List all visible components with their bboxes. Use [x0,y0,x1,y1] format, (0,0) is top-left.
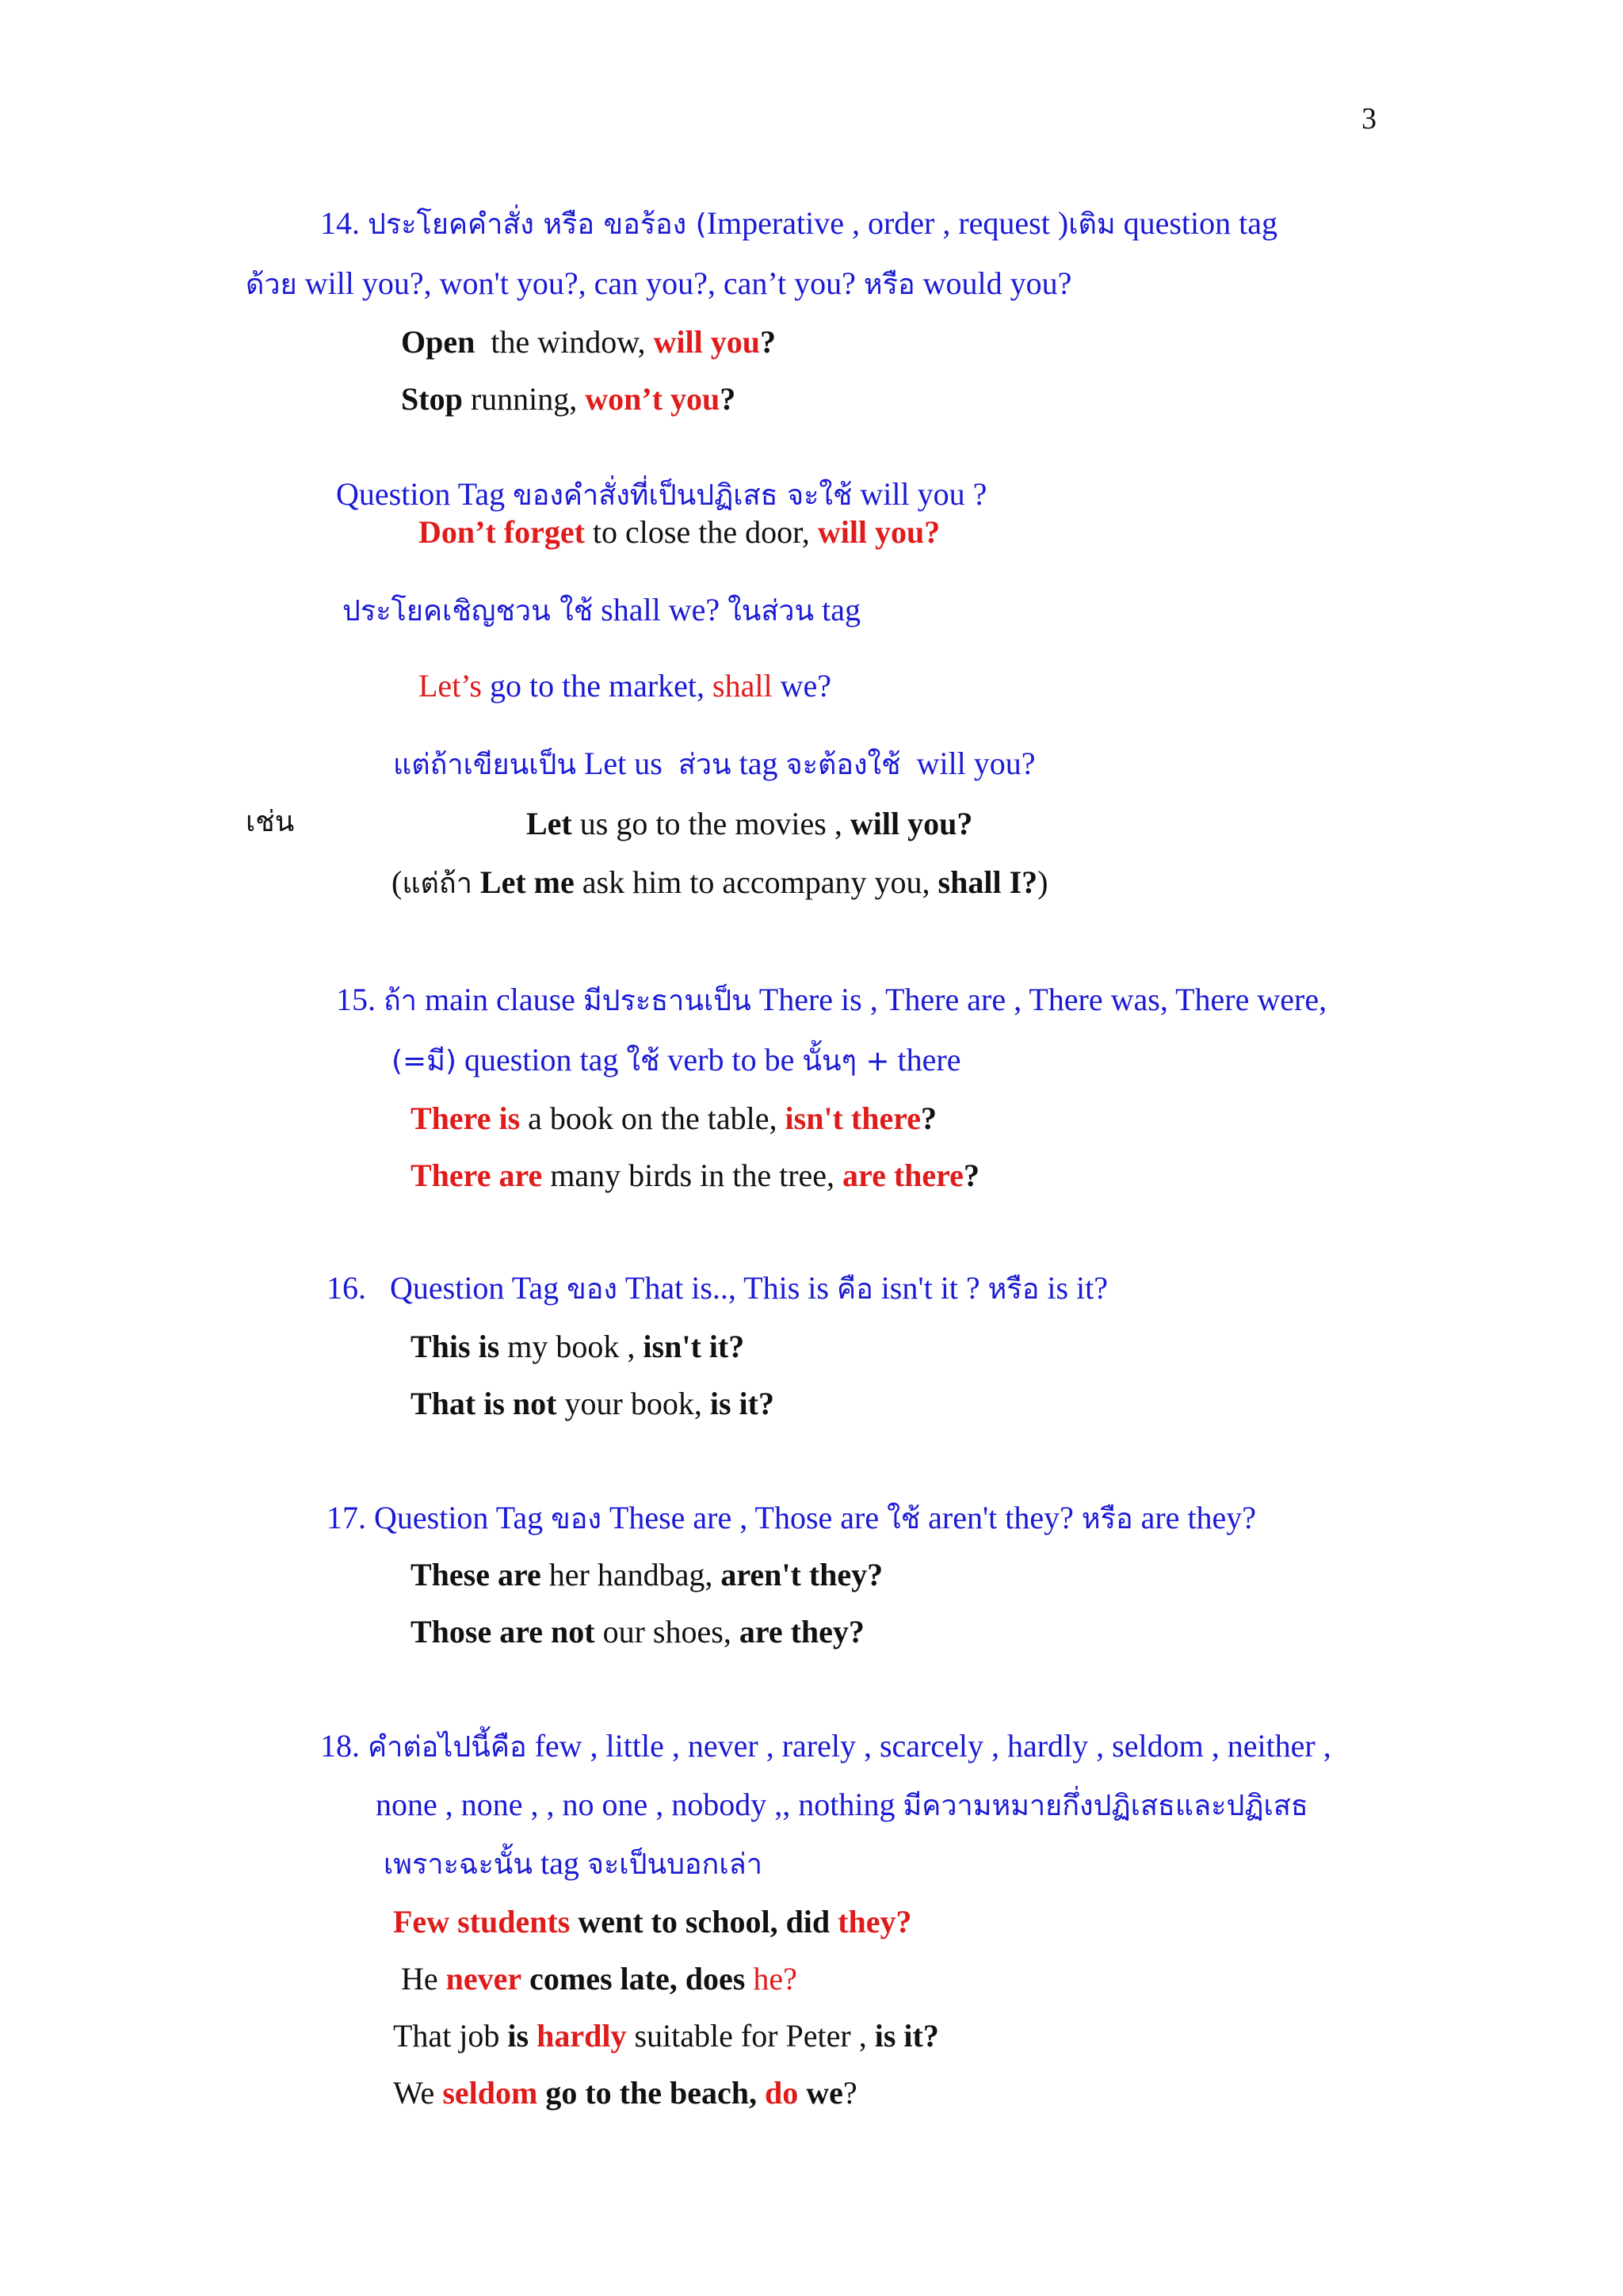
s18-ex2-verb: comes late [529,1961,670,1997]
s14-invite-eng-2: tag [822,592,861,627]
s18-thai-3: เพราะฉะนั้น [384,1848,533,1881]
s15-ex2-qmark: ? [963,1158,980,1193]
page-number: 3 [1361,102,1377,135]
s18-heading-line2 [376,1789,1308,1821]
s18-ex4-pronoun: we [806,2075,843,2111]
s16-eng-3: isn't it ? [880,1270,980,1306]
s18-example-4 [393,2077,857,2109]
s18-ex4-verb: go to the beach [545,2075,749,2111]
s14-letus-example [526,808,972,840]
s15-eng-5: there [897,1042,961,1077]
s14-letus-eng-2: tag [739,746,778,781]
s14-invite-ex-lets: Let’s [418,668,482,704]
s18-ex3-tag: is it? [874,2018,939,2054]
s15-thai-1: ถ้า [384,985,418,1017]
s14-ex2-qmark: ? [720,381,736,417]
s15-eng-4: verb to be [667,1042,795,1077]
s16-example-1 [411,1331,744,1363]
s18-example-1 [393,1906,912,1938]
s18-ex1-aux: , did [769,1904,831,1939]
s15-thai-4: ใช้ [626,1045,660,1077]
s16-thai-1: ของ [567,1273,617,1306]
s17-ex1-rest: her handbag, [548,1557,713,1592]
s14-neg-thai: ของคำสั่งที่เป็นปฏิเสธ จะใช้ [513,479,853,512]
s15-ex1-rest: a book on the table, [528,1100,777,1136]
s15-example-1 [411,1100,937,1136]
s15-heading-line2 [391,1044,961,1076]
s17-thai-2: ใช้ [887,1503,921,1535]
s15-ex1-qmark: ? [920,1100,937,1136]
s18-ex3-subject: That job [393,2018,500,2054]
s18-eng-1: few , little , never , rarely , scarcely , hardly , seldom , neither , [534,1728,1331,1764]
s18-ex4-aux: do [764,2075,799,2111]
s18-ex2-adverb: never [445,1961,522,1997]
s18-ex4-subject: We [393,2075,435,2111]
s17-ex2-rest: our shoes, [602,1614,731,1650]
s14-eng-2: question tag [1123,205,1278,241]
s14-invite-eng-1: shall we? [601,592,720,627]
s18-ex4-comma: , [748,2075,757,2111]
s18-thai-2: มีความหมายกึ่งปฏิเสธและปฏิเสธ [903,1790,1308,1822]
s18-ex2-qmark: ? [783,1961,797,1997]
s18-ex1-pronoun: they? [838,1904,912,1939]
s14-ex2-verb: Stop [401,381,463,417]
s18-thai-4: จะเป็นบอกเล่า [586,1848,762,1881]
s14-letus-ex-tag: will you? [850,806,973,841]
s17-ex1-subject: These are [411,1557,541,1592]
s14-invite-ex-we: we? [780,668,831,704]
s14-invite-ex-shall: shall [712,668,773,704]
s16-thai-3: หรือ [987,1273,1040,1306]
s18-ex3-verb: is [507,2018,529,2054]
s14-thai-2: เติม [1068,208,1116,241]
s17-thai-3: หรือ [1081,1503,1133,1535]
s18-example-3 [393,2020,939,2052]
s16-number: 16. [327,1270,366,1306]
s15-ex2-subject: There are [411,1158,543,1193]
s14-number: 14. [320,205,360,241]
s15-ex1-subject: There is [411,1100,521,1136]
s17-heading [327,1502,1256,1534]
s14-letus-rule [393,748,1036,780]
s17-example-2 [411,1616,865,1648]
s16-ex2-subject: That is not [411,1386,557,1421]
s15-eng-2: There is , There are , There was, There were, [758,982,1327,1017]
s14-neg-eng-2: will you ? [860,476,987,512]
s14-letme-example [391,864,1048,900]
s17-thai-1: ของ [551,1503,601,1535]
s18-ex4-adverb: seldom [442,2075,538,2111]
s14-neg-ex-verb: Don’t forget [418,514,585,550]
s14-letus-eng-1: Let us [583,746,663,781]
s16-eng-4: is it? [1047,1270,1109,1306]
s16-heading [327,1272,1108,1304]
s15-eng-1: main clause [425,982,575,1017]
s15-thai-5: นั้นๆ + [802,1045,890,1077]
s16-ex1-tag: isn't it? [643,1329,745,1364]
s18-ex4-qmark: ? [842,2075,857,2111]
s17-ex2-tag: are they? [739,1614,865,1650]
s14-example-label: เช่น [246,806,295,838]
s17-number: 17. [327,1500,366,1535]
s18-example-2 [401,1963,797,1995]
s18-eng-3: tag [540,1845,579,1881]
s14-neg-eng-1: Question Tag [336,476,506,512]
s18-ex3-rest: suitable for Peter , [634,2018,867,2054]
s14-negative-rule [336,476,987,512]
s17-eng-4: are they? [1140,1500,1257,1535]
s14-letme-open-paren: ( [391,864,403,900]
s14-letus-ex-let: Let [526,806,572,841]
s15-thai-3: (=มี) [391,1045,456,1077]
s16-thai-2: คือ [836,1273,873,1306]
s18-ex1-verb: went to school [578,1904,770,1939]
s14-letme-tag: shall I? [938,864,1038,900]
s18-thai-1: คำต่อไปนี้คือ [368,1731,527,1764]
s14-letus-ex-rest: us go to the movies , [579,806,842,841]
s14-invite-thai-1: ประโยคเชิญชวน ใช้ [342,595,594,627]
s14-eng-1: Imperative , order , request ) [706,205,1069,241]
s14-thai-3: ด้วย [246,269,297,301]
s14-example-2 [401,383,735,415]
s18-ex3-adverb: hardly [537,2018,627,2054]
s15-eng-3: question tag [464,1042,619,1077]
s15-heading [336,984,1327,1016]
s18-heading [320,1730,1331,1762]
s14-thai-4: หรือ [863,269,915,301]
s14-letme-phrase: Let me [479,864,575,900]
s14-letme-close-paren: ) [1037,864,1048,900]
s16-ex2-tag: is it? [709,1386,774,1421]
s15-thai-2: มีประธานเป็น [582,985,751,1017]
s15-number: 15. [336,982,376,1017]
s14-ex1-rest: the window, [491,324,646,360]
s14-letus-thai-1: แต่ถ้าเขียนเป็น [393,749,576,781]
s17-eng-1: Question Tag [374,1500,544,1535]
s14-neg-ex-rest: to close the door, [592,514,810,550]
s15-ex2-tag: are there [842,1158,964,1193]
s17-eng-2: These are , Those are [609,1500,880,1535]
s14-letus-thai-3: จะต้องใช้ [785,749,901,781]
s14-invite-ex-rest: go to the market, [489,668,705,704]
s14-ex1-tag: will you [653,324,760,360]
s14-eng-4: would you? [922,265,1072,301]
s14-invite-thai-2: ในส่วน [727,595,815,627]
s14-example-1 [401,326,776,358]
s14-neg-ex-tag: will you? [817,514,941,550]
s14-heading [320,205,1278,241]
s18-ex2-aux: , does [669,1961,746,1997]
s15-ex2-rest: many birds in the tree, [550,1158,835,1193]
s14-ex1-qmark: ? [760,324,776,360]
s16-eng-2: That is.., This is [624,1270,829,1306]
s18-number: 18. [320,1728,360,1764]
s17-example-1 [411,1559,883,1591]
s16-ex1-subject: This is [411,1329,500,1364]
s18-ex2-subject: He [401,1961,438,1997]
s18-ex1-subject: Few students [393,1904,571,1939]
s15-ex1-tag: isn't there [785,1100,921,1136]
s16-ex2-rest: your book, [564,1386,702,1421]
s17-eng-3: aren't they? [928,1500,1074,1535]
s14-eng-3: will you?, won't you?, can you?, can’t you? [304,265,856,301]
s17-ex2-subject: Those are not [411,1614,595,1650]
s15-example-2 [411,1160,980,1192]
s14-invite-rule [342,594,861,626]
s16-eng-1: Question Tag [390,1270,559,1306]
s14-invite-example [418,670,831,702]
s16-example-2 [411,1388,774,1420]
s17-ex1-tag: aren't they? [720,1557,884,1592]
s14-ex2-tag: won’t you [585,381,720,417]
s14-ex2-rest: running, [470,381,578,417]
s14-letme-thai: แต่ถ้า [402,868,472,900]
s14-ex1-verb: Open [401,324,475,360]
s18-ex2-pronoun: he [753,1961,784,1997]
s14-heading-line2 [246,265,1072,301]
s16-ex1-rest: my book , [507,1329,636,1364]
s14-negative-example [418,514,941,550]
s14-letus-eng-3: will you? [916,746,1036,781]
s14-letus-thai-2: ส่วน [678,749,731,781]
s14-thai-1: ประโยคคำสั่ง หรือ ขอร้อง ( [368,208,707,241]
s14-letme-rest: ask him to accompany you, [582,864,930,900]
s18-eng-2: none , none , , no one , nobody ,, nothing [376,1787,896,1822]
s18-heading-line3 [384,1845,762,1881]
